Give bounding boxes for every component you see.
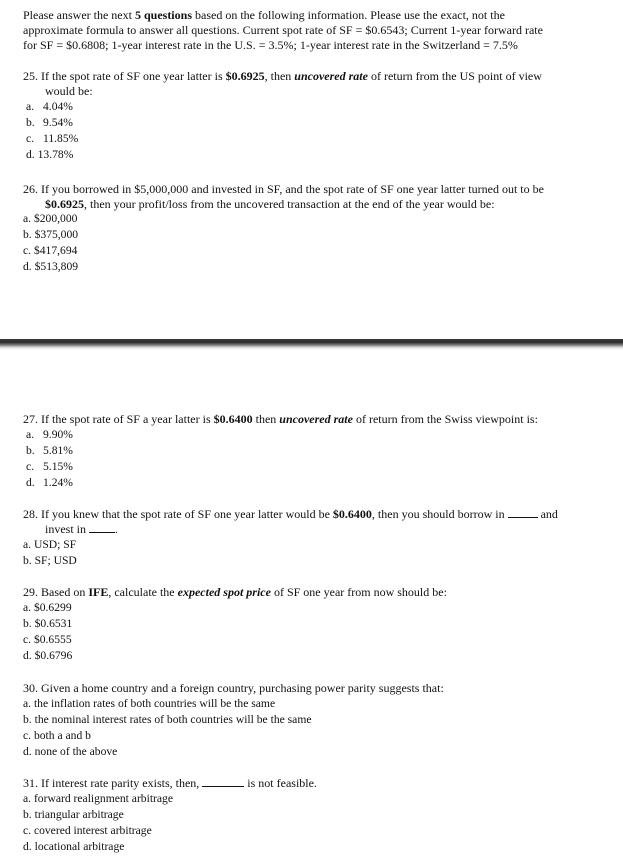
- question-27: 27. If the spot rate of SF a year latter is $0.6400 then uncovered rate of return from the Swiss viewpoint is:: [23, 412, 538, 426]
- option-27-c[interactable]: c. 5.15%: [26, 460, 73, 473]
- option-31-c[interactable]: c. covered interest arbitrage: [23, 824, 152, 837]
- question-25-line-2: would be:: [45, 84, 93, 98]
- blank-31: [202, 776, 244, 787]
- option-28-a[interactable]: a. USD; SF: [23, 538, 77, 551]
- option-30-a[interactable]: a. the inflation rates of both countries will be the same: [23, 697, 276, 710]
- option-29-c[interactable]: c. $0.6555: [23, 633, 72, 646]
- option-27-a[interactable]: a. 9.90%: [26, 428, 73, 441]
- question-26: 26. If you borrowed in $5,000,000 and invested in SF, and the spot rate of SF one year latter turned out to be: [23, 182, 544, 196]
- option-26-c[interactable]: c. $417,694: [23, 244, 78, 257]
- option-28-b[interactable]: b. SF; USD: [23, 554, 77, 567]
- option-31-d[interactable]: d. locational arbitrage: [23, 840, 125, 853]
- option-27-b[interactable]: b. 5.81%: [26, 444, 73, 457]
- option-29-a[interactable]: a. $0.6299: [23, 601, 72, 614]
- intro-line-3: for SF = $0.6808; 1-year interest rate in the U.S. = 3.5%; 1-year interest rate in the Switzerland = 7.5%: [23, 38, 518, 52]
- option-25-b[interactable]: b. 9.54%: [26, 116, 73, 129]
- option-26-d[interactable]: d. $513,809: [23, 260, 79, 273]
- option-25-d[interactable]: d. 13.78%: [26, 148, 74, 161]
- page-break-shadow: [0, 347, 623, 350]
- intro-line-1: Please answer the next 5 questions based on the following information. Please use the exact, not the: [23, 8, 505, 22]
- option-31-b[interactable]: b. triangular arbitrage: [23, 808, 124, 821]
- option-25-c[interactable]: c. 11.85%: [26, 132, 79, 145]
- option-26-b[interactable]: b. $375,000: [23, 228, 79, 241]
- question-31: 31. If interest rate parity exists, then, is not feasible.: [23, 776, 317, 790]
- option-27-d[interactable]: d. 1.24%: [26, 476, 73, 489]
- blank-28-invest: [89, 522, 115, 533]
- blank-28-borrow: [508, 507, 538, 518]
- option-25-a[interactable]: a. 4.04%: [26, 100, 73, 113]
- option-26-a[interactable]: a. $200,000: [23, 212, 78, 225]
- question-28: 28. If you knew that the spot rate of SF one year latter would be $0.6400, then you should borrow in and: [23, 507, 558, 521]
- option-31-a[interactable]: a. forward realignment arbitrage: [23, 792, 173, 805]
- option-29-b[interactable]: b. $0.6531: [23, 617, 73, 630]
- option-29-d[interactable]: d. $0.6796: [23, 649, 73, 662]
- question-30: 30. Given a home country and a foreign country, purchasing power parity suggests that:: [23, 681, 444, 695]
- question-29: 29. Based on IFE, calculate the expected spot price of SF one year from now should be:: [23, 585, 447, 599]
- question-25: 25. If the spot rate of SF one year latter is $0.6925, then uncovered rate of return from the US point of view: [23, 69, 542, 83]
- option-30-d[interactable]: d. none of the above: [23, 745, 118, 758]
- option-30-b[interactable]: b. the nominal interest rates of both countries will be the same: [23, 713, 312, 726]
- question-28-line-2: invest in .: [45, 522, 118, 536]
- intro-line-2: approximate formula to answer all questions. Current spot rate of SF = $0.6543; Current 1-year forward rate: [23, 23, 543, 37]
- option-30-c[interactable]: c. both a and b: [23, 729, 91, 742]
- page-break-divider: [0, 339, 623, 347]
- question-26-line-2: $0.6925, then your profit/loss from the uncovered transaction at the end of the year would be:: [45, 197, 495, 211]
